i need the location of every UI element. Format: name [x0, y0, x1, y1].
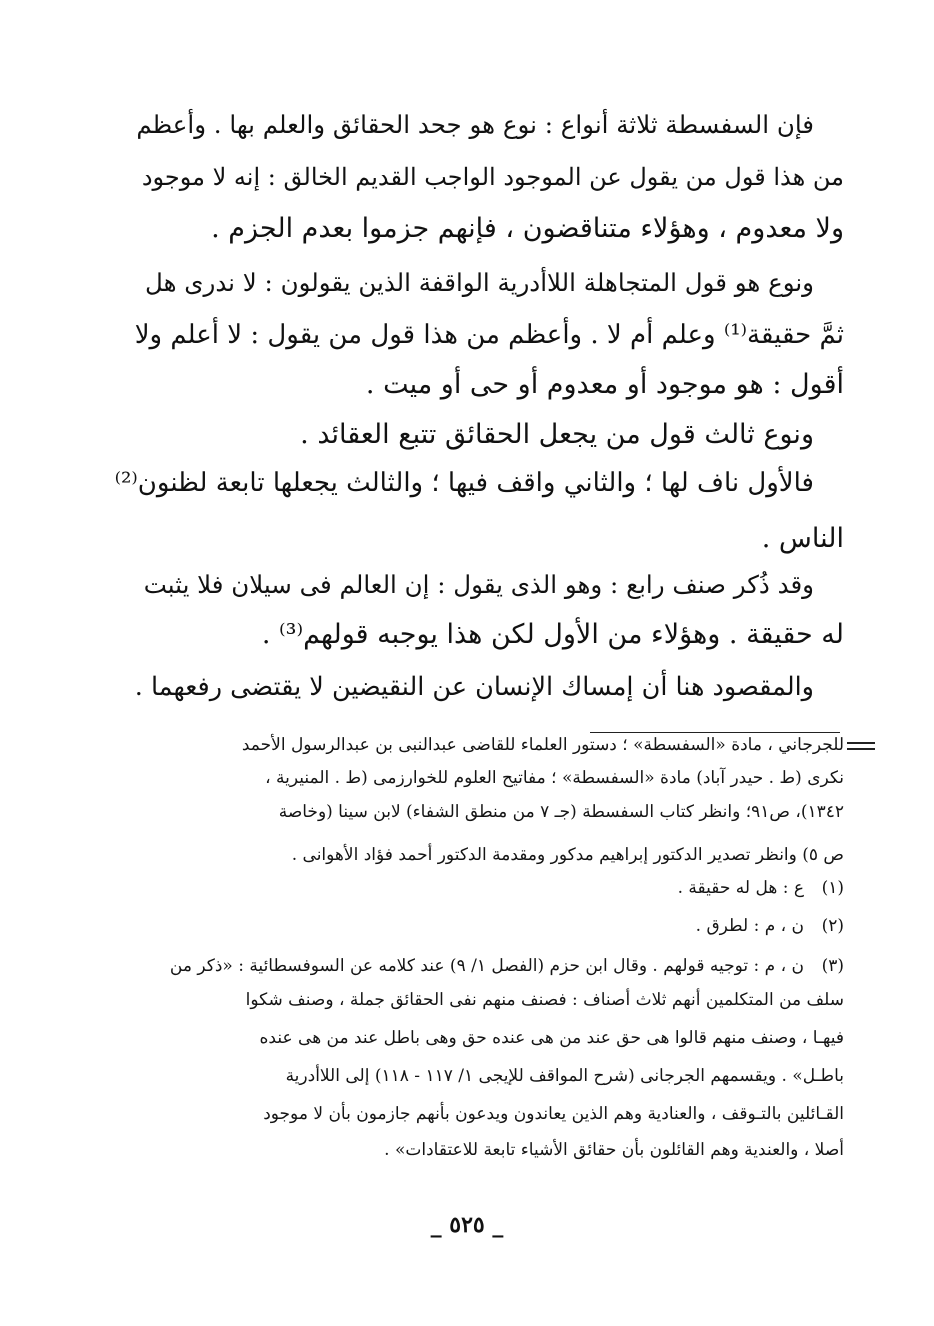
main-text-line: ولا معدوم ، وهؤلاء متناقضون ، فإنهم جزموا بعدم الجزم .: [211, 213, 844, 244]
footnote-text: باطـل» . ويقسمهم الجرجانى (شرح المواقف للإيجى ١/ ١١٧ - ١١٨) إلى اللاأدرية: [285, 1066, 844, 1086]
main-text-line: وقد ذُكر صنف رابع : وهو الذى يقول : إن العالم فى سيلان فلا يثبت: [143, 570, 814, 599]
main-text-line: ونوع هو قول المتجاهلة اللاأدرية الواقفة الذين يقولون : لا ندرى هل: [145, 268, 814, 297]
footnote-continuation-line: ص ٥) وانظر تصدير الدكتور إبراهيم مدكور ومقدمة الدكتور أحمد فؤاد الأهوانى .: [291, 845, 844, 865]
main-text-line: فالأول ناف لها ؛ والثاني واقف فيها ؛ والثالث يجعلها تابعة لظنون⁽²⁾: [114, 468, 814, 498]
main-text-line: ثمَّ حقيقة⁽¹⁾ وعلم أم لا . وأعظم من هذا قول من يقول : لا أعلم ولا: [134, 320, 844, 350]
footnote-text: ن ، م : لطرق .: [695, 916, 804, 936]
footnote-number: (٣): [821, 956, 844, 976]
footnote-continuation-line: للجرجاني ، مادة «السفسطة» ؛ دستور العلماء للقاضى عبدالنبى بن عبدالرسول الأحمد: [241, 735, 844, 755]
main-text-line: من هذا قول من يقول عن الموجود الواجب القديم الخالق : إنه لا موجود: [141, 163, 844, 191]
main-text-line: فإن السفسطة ثلاثة أنواع : نوع هو جحد الحقائق والعلم بها . وأعظم: [136, 110, 814, 139]
footnote-text: فيهـا ، وصنف منهم قالوا هى حق عند من هى عنده حق وهى باطل عند من هى عنده: [259, 1028, 844, 1048]
footnote-number: (٢): [821, 916, 844, 936]
footnote-text: سلف من المتكلمين أنهم ثلاث أصناف : فصنف منهم نفى الحقائق جملة ، وصنف شكوا: [245, 990, 844, 1010]
footnote-text: ن ، م : توجيه قولهم . وقال ابن حزم (الفصل ١/ ٩) عند كلامه عن السوفسطائية : «ذكر من: [169, 956, 804, 976]
footnote-text: أصلا ، والعندية وهم القائلون بأن حقائق الأشياء تابعة للاعتقادات» .: [384, 1140, 844, 1160]
footnote-number: (١): [821, 878, 844, 898]
footnote-continuation-line: ١٣٤٢)، ص٩١؛ وانظر كتاب السفسطة (جـ ٧ من منطق الشفاء) لابن سينا (وخاصة: [278, 802, 844, 822]
main-text-line: له حقيقة . وهؤلاء من الأول لكن هذا يوجبه قولهم⁽³⁾ .: [261, 619, 844, 650]
footnote-continuation-mark: [847, 742, 875, 752]
main-text-line: أقول : هو موجود أو معدوم أو حى أو ميت .: [365, 369, 844, 400]
main-text-line: والمقصود هنا أن إمساك الإنسان عن النقيضين لا يقتضى رفعهما .: [134, 672, 814, 702]
main-text-line: الناس .: [761, 523, 844, 554]
main-text-line: ونوع ثالث قول من يجعل الحقائق تتبع العقائد .: [300, 419, 814, 450]
footnote-continuation-line: نكرى (ط . حيدر آباد) مادة «السفسطة» ؛ مفاتيح العلوم للخوارزمى (ط . المنيرية ،: [265, 768, 844, 788]
footnote-text: ع : هل له حقيقة .: [677, 878, 804, 898]
footnote-text: القـائلين بالتـوقف ، والعنادية وهم الذين يعاندون ويدعون بأنهم جازمون بأن لا موجود: [263, 1104, 844, 1124]
page-number: _ ٥٢٥ _: [430, 1212, 504, 1238]
